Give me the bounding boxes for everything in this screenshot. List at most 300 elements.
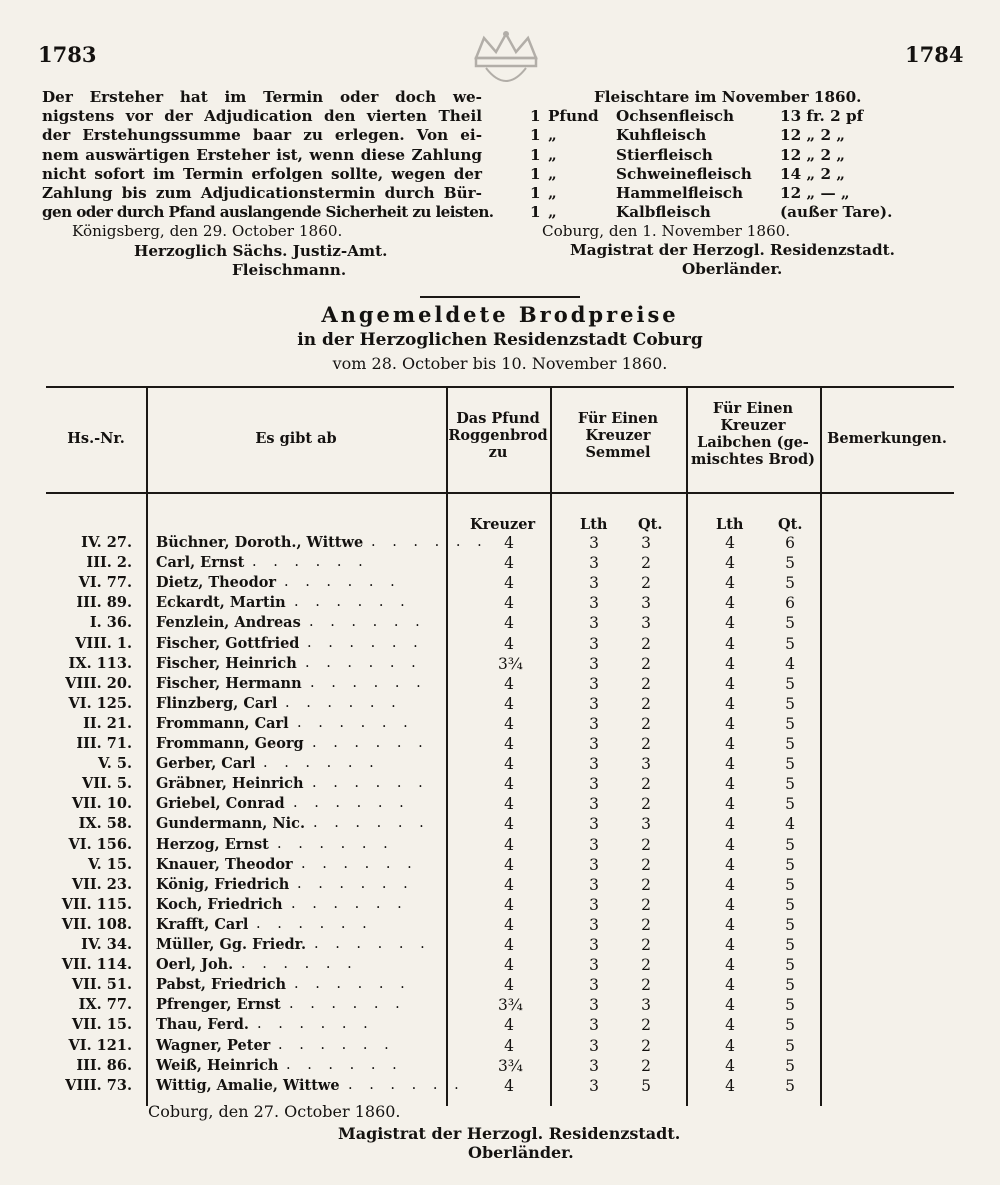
row-rye-price: 4 [504,855,514,874]
row-leader-dots: . . . . . . [309,614,426,631]
row-roll-lth: 3 [589,996,599,1015]
unit-loaf-qt: Qt. [778,516,803,533]
row-loaf-lth: 4 [725,534,735,552]
row-roll-qt: 2 [641,976,651,995]
row-roll-qt: 2 [641,795,651,814]
row-loaf-qt: 5 [785,855,795,874]
row-roll-qt: 2 [641,956,651,975]
row-roll-qt: 2 [641,775,651,794]
row-loaf-qt: 5 [785,574,795,593]
row-rye-price: 4 [504,775,514,794]
row-rye-price: 4 [504,714,514,733]
row-roll-qt: 2 [641,574,651,593]
row-hs-nr: VII. 23. [71,875,132,893]
unit-loaf-lth: Lth [716,516,744,533]
row-hs-nr: I. 36. [89,614,132,632]
row-loaf-lth: 4 [725,594,735,613]
row-rye-price: 3¾ [498,654,523,673]
row-loaf-lth: 4 [725,1076,735,1095]
row-roll-qt: 2 [641,554,651,573]
meat-unit: „ [548,203,557,222]
row-loaf-qt: 5 [785,1076,795,1095]
meat-item: Hammelfleisch [616,184,744,202]
row-hs-nr: VII. 10. [71,795,132,813]
row-loaf-lth: 4 [725,815,735,834]
row-rye-price: 4 [504,956,514,975]
row-roll-qt: 2 [641,1056,651,1075]
row-rye-price: 4 [504,534,514,552]
notice-line: nem auswärtigen Ersteher ist, wenn diese Zahlung [42,145,482,164]
meat-qty: 1 [530,145,541,164]
bread-title: Angemeldete Brodpreise [321,302,679,327]
row-loaf-qt: 5 [785,895,795,914]
row-loaf-qt: 5 [785,755,795,774]
meat-item: Schweinefleisch [616,164,752,183]
header-roll: Für Einen Kreuzer Semmel [577,410,659,461]
row-leader-dots: . . . . . . [301,855,418,872]
row-baker-name: Frommann, Georg [156,735,304,752]
row-baker-name: Carl, Ernst [156,554,245,572]
meat-item: Ochsenfleisch [616,107,735,126]
meat-price: (außer Tare). [780,203,893,222]
row-rye-price: 4 [504,915,514,934]
row-roll-lth: 3 [589,634,599,653]
row-loaf-lth: 4 [725,855,735,874]
meat-tariff-authority: Magistrat der Herzogl. Residenzstadt. [570,241,895,259]
row-loaf-lth: 4 [725,614,735,633]
row-rye-price: 4 [504,795,514,814]
row-hs-nr: IV. 27. [81,534,132,551]
row-rye-price: 4 [504,815,514,834]
row-hs-nr: IV. 34. [81,936,132,953]
meat-item: Kalbfleisch [616,203,711,222]
row-leader-dots: . . . . . . [256,915,373,932]
row-roll-lth: 3 [589,694,599,713]
table-header-rule [46,492,954,494]
row-roll-lth: 3 [589,674,599,693]
row-roll-lth: 3 [589,815,599,834]
notice-line: nicht sofort im Termin erfolgen sollte, wegen der [42,164,482,183]
row-rye-price: 4 [504,936,514,954]
row-hs-nr: III. 89. [76,594,132,612]
row-loaf-qt: 5 [785,735,795,753]
table-row [46,775,954,795]
row-baker-name: Thau, Ferd. [156,1016,249,1034]
row-roll-qt: 2 [641,936,651,954]
row-leader-dots: . . . . . . [277,835,394,852]
row-baker-name: Fischer, Heinrich [156,654,297,672]
row-roll-qt: 3 [641,614,651,633]
row-roll-lth: 3 [589,855,599,874]
row-roll-lth: 3 [589,1016,599,1035]
row-loaf-qt: 5 [785,634,795,653]
table-row [46,876,954,896]
row-loaf-lth: 4 [725,574,735,593]
row-leader-dots: . . . . . . [305,654,422,671]
row-loaf-lth: 4 [725,714,735,733]
row-baker-name: Gräbner, Heinrich [156,775,304,793]
row-leader-dots: . . . . . . [294,976,411,993]
unit-roll-qt: Qt. [638,516,663,533]
row-roll-qt: 2 [641,654,651,673]
notice-line: gen oder durch Pfand auslangende Sicherheit zu leisten. [42,203,494,222]
row-loaf-lth: 4 [725,1056,735,1075]
row-roll-qt: 5 [641,1076,651,1095]
row-rye-price: 3¾ [498,996,523,1015]
row-leader-dots: . . . . . . [286,1056,403,1073]
row-roll-lth: 3 [589,534,599,552]
row-hs-nr: IX. 113. [68,654,132,672]
meat-qty: 1 [530,164,541,183]
row-leader-dots: . . . . . . [310,674,427,691]
notice-place-date: Königsberg, den 29. October 1860. [72,222,343,241]
row-loaf-qt: 5 [785,1016,795,1035]
table-top-rule [46,386,954,388]
table-row [46,755,954,775]
row-hs-nr: IX. 77. [78,996,132,1014]
row-loaf-lth: 4 [725,895,735,914]
row-rye-price: 4 [504,755,514,774]
row-loaf-lth: 4 [725,1036,735,1055]
notice-signature: Fleischmann. [232,260,347,279]
row-hs-nr: II. 21. [83,714,132,732]
row-loaf-lth: 4 [725,915,735,934]
row-leader-dots: . . . . . . [285,694,402,711]
meat-tariff-signature: Oberländer. [682,260,783,278]
row-baker-name: Dietz, Theodor [156,574,277,592]
meat-qty: 1 [530,126,541,145]
row-leader-dots: . . . . . . [289,996,406,1013]
meat-unit: „ [548,164,557,183]
row-hs-nr: VII. 115. [61,895,132,913]
row-loaf-qt: 5 [785,614,795,633]
row-roll-qt: 2 [641,714,651,733]
meat-tariff-row [522,203,962,222]
row-baker-name: Wagner, Peter [156,1036,271,1054]
row-rye-price: 3¾ [498,1056,523,1075]
row-baker-name: Pfrenger, Ernst [156,996,281,1014]
row-rye-price: 4 [504,1076,514,1095]
row-loaf-qt: 5 [785,976,795,995]
row-loaf-qt: 5 [785,775,795,794]
row-roll-lth: 3 [589,775,599,794]
row-loaf-qt: 5 [785,1036,795,1055]
row-rye-price: 4 [504,875,514,894]
row-rye-price: 4 [504,554,514,573]
notice-authority: Herzoglich Sächs. Justiz-Amt. [134,241,388,260]
row-roll-qt: 2 [641,915,651,934]
row-roll-qt: 2 [641,1036,651,1055]
row-hs-nr: VI. 77. [78,574,132,592]
row-leader-dots: . . . . . . [252,554,369,571]
bread-signature: Oberländer. [468,1143,574,1162]
row-roll-qt: 3 [641,534,651,552]
table-row [46,896,954,916]
row-leader-dots: . . . . . . [297,875,414,892]
row-baker-name: Fenzlein, Andreas [156,614,301,632]
row-roll-lth: 3 [589,714,599,733]
table-row [46,976,954,996]
row-rye-price: 4 [504,634,514,653]
row-roll-lth: 3 [589,1036,599,1055]
table-row [46,916,954,936]
row-roll-qt: 3 [641,594,651,613]
row-leader-dots: . . . . . . [348,1076,465,1093]
row-baker-name: Müller, Gg. Friedr. [156,936,307,953]
row-loaf-qt: 6 [785,594,795,613]
meat-tariff-row [522,184,962,203]
header-hs-nr: Hs.-Nr. [67,430,125,447]
row-roll-lth: 3 [589,755,599,774]
row-hs-nr: IX. 58. [78,815,132,833]
meat-unit: „ [548,126,557,145]
table-row [46,856,954,876]
row-leader-dots: . . . . . . [307,634,424,651]
crown-crest-icon [456,28,556,94]
row-loaf-lth: 4 [725,996,735,1015]
row-leader-dots: . . . . . . [263,755,380,772]
row-roll-qt: 2 [641,875,651,894]
row-loaf-qt: 5 [785,674,795,693]
row-roll-qt: 2 [641,835,651,854]
row-hs-nr: V. 5. [98,755,132,773]
row-leader-dots: . . . . . . [293,795,410,812]
row-loaf-qt: 6 [785,534,795,552]
row-loaf-qt: 4 [785,815,795,834]
table-row [46,836,954,856]
row-loaf-qt: 5 [785,936,795,954]
row-baker-name: Gundermann, Nic. [156,815,306,833]
row-loaf-qt: 5 [785,795,795,814]
row-rye-price: 4 [504,574,514,593]
meat-unit: „ [548,145,557,164]
row-roll-lth: 3 [589,614,599,633]
row-loaf-qt: 4 [785,654,795,673]
meat-price: 14 „ 2 „ [780,164,846,183]
row-roll-qt: 2 [641,634,651,653]
row-loaf-qt: 5 [785,915,795,934]
row-baker-name: Eckardt, Martin [156,594,286,612]
row-loaf-lth: 4 [725,694,735,713]
row-baker-name: Gerber, Carl [156,755,256,773]
header-name: Es gibt ab [255,430,337,447]
row-leader-dots: . . . . . . [278,1036,395,1053]
row-roll-lth: 3 [589,956,599,975]
separator-rule [420,296,580,298]
table-row [46,815,954,835]
row-rye-price: 4 [504,594,514,613]
row-baker-name: König, Friedrich [156,875,290,893]
row-hs-nr: VI. 121. [68,1036,132,1054]
row-roll-lth: 3 [589,574,599,593]
notice-line: nigstens vor der Adjudication den vierten Theil [42,107,482,126]
table-row [46,956,954,976]
row-leader-dots: . . . . . . [312,735,429,751]
row-leader-dots: . . . . . . [371,534,488,550]
bread-price-table [46,386,954,1106]
row-hs-nr: VII. 5. [81,775,132,793]
row-hs-nr: III. 2. [86,554,132,572]
row-leader-dots: . . . . . . [284,574,401,591]
row-loaf-qt: 5 [785,714,795,733]
meat-price: 12 „ 2 „ [780,126,846,145]
meat-qty: 1 [530,203,541,222]
table-row [46,655,954,675]
meat-tariff-place-date: Coburg, den 1. November 1860. [542,222,791,240]
row-rye-price: 4 [504,694,514,713]
row-loaf-qt: 5 [785,956,795,975]
table-row [46,675,954,695]
row-roll-lth: 3 [589,835,599,854]
table-row [46,1037,954,1057]
bread-place-date: Coburg, den 27. October 1860. [148,1102,401,1121]
table-row [46,715,954,735]
row-loaf-lth: 4 [725,755,735,774]
row-hs-nr: VIII. 20. [65,674,132,692]
row-roll-qt: 3 [641,755,651,774]
row-roll-qt: 2 [641,694,651,713]
row-loaf-lth: 4 [725,775,735,794]
row-baker-name: Fischer, Gottfried [156,634,300,652]
row-leader-dots: . . . . . . [313,815,430,832]
meat-qty: 1 [530,107,541,126]
meat-tariff-row [522,165,962,184]
row-rye-price: 4 [504,976,514,995]
meat-tariff-title: Fleischtare im November 1860. [594,88,862,106]
row-leader-dots: . . . . . . [291,895,408,912]
table-row [46,795,954,815]
row-roll-lth: 3 [589,735,599,753]
row-baker-name: Fischer, Hermann [156,674,302,692]
row-hs-nr: VI. 125. [68,694,132,712]
row-leader-dots: . . . . . . [297,714,414,731]
table-row [46,1016,954,1036]
row-hs-nr: VII. 108. [61,915,132,933]
row-roll-qt: 2 [641,674,651,693]
table-row [46,594,954,614]
row-loaf-lth: 4 [725,674,735,693]
row-roll-qt: 2 [641,735,651,753]
page-number-left: 1783 [38,42,97,67]
row-leader-dots: . . . . . . [257,1016,374,1033]
unit-rye: Kreuzer [470,516,536,533]
table-row [46,1077,954,1097]
row-baker-name: Büchner, Doroth., Wittwe [156,534,364,551]
row-roll-lth: 3 [589,1076,599,1095]
row-baker-name: Knauer, Theodor [156,855,293,873]
row-rye-price: 4 [504,895,514,914]
row-loaf-lth: 4 [725,654,735,673]
row-loaf-qt: 5 [785,1056,795,1075]
row-leader-dots: . . . . . . [241,956,358,973]
meat-qty: 1 [530,184,541,202]
row-roll-qt: 3 [641,996,651,1015]
row-loaf-lth: 4 [725,956,735,975]
header-rye-bread: Das Pfund Roggenbrod zu [448,410,548,461]
table-row [46,936,954,956]
row-roll-qt: 2 [641,855,651,874]
row-leader-dots: . . . . . . [294,594,411,611]
bread-subtitle: in der Herzoglichen Residenzstadt Coburg [297,330,703,350]
meat-price: 13 fr. 2 pf [780,107,864,126]
row-roll-lth: 3 [589,895,599,914]
table-row [46,534,954,554]
meat-tariff-row [522,126,962,145]
row-loaf-qt: 5 [785,694,795,713]
bread-authority: Magistrat der Herzogl. Residenzstadt. [338,1124,681,1143]
row-loaf-lth: 4 [725,835,735,854]
row-roll-lth: 3 [589,875,599,894]
row-roll-lth: 3 [589,936,599,954]
row-loaf-lth: 4 [725,936,735,954]
row-baker-name: Koch, Friedrich [156,895,283,913]
row-rye-price: 4 [504,835,514,854]
row-hs-nr: III. 86. [76,1056,132,1074]
bread-period: vom 28. October bis 10. November 1860. [332,354,668,373]
meat-unit: Pfund [548,107,599,126]
meat-item: Stierfleisch [616,145,713,164]
row-baker-name: Wittig, Amalie, Wittwe [156,1076,340,1094]
row-hs-nr: VII. 114. [61,956,132,974]
header-loaf: Für Einen Kreuzer Laibchen (ge- mischtes Brod) [690,400,816,468]
row-roll-lth: 3 [589,554,599,573]
row-loaf-qt: 5 [785,875,795,894]
notice-line: Der Ersteher hat im Termin oder doch we- [42,88,482,106]
row-loaf-lth: 4 [725,1016,735,1035]
row-roll-lth: 3 [589,654,599,673]
row-baker-name: Herzog, Ernst [156,835,269,853]
row-loaf-qt: 5 [785,835,795,854]
table-row [46,996,954,1016]
row-loaf-lth: 4 [725,735,735,753]
row-roll-qt: 3 [641,815,651,834]
page-number-right: 1784 [905,42,964,67]
row-loaf-lth: 4 [725,875,735,894]
meat-tariff-row [522,146,962,165]
row-hs-nr: III. 71. [76,735,132,752]
meat-price: 12 „ — „ [780,184,850,202]
row-baker-name: Frommann, Carl [156,714,289,732]
table-row [46,735,954,755]
row-loaf-lth: 4 [725,795,735,814]
meat-unit: „ [548,184,557,202]
table-row [46,554,954,574]
row-rye-price: 4 [504,735,514,753]
row-loaf-qt: 5 [785,554,795,573]
row-loaf-qt: 5 [785,996,795,1015]
row-hs-nr: VII. 51. [71,976,132,994]
notice-line: Zahlung bis zum Adjudicationstermin durch Bür- [42,183,482,202]
row-roll-lth: 3 [589,915,599,934]
row-rye-price: 4 [504,674,514,693]
notice-line: der Erstehungssumme baar zu erlegen. Von ei- [42,126,482,145]
meat-item: Kuhfleisch [616,126,707,145]
row-leader-dots: . . . . . . [312,775,429,792]
row-loaf-lth: 4 [725,554,735,573]
table-row [46,614,954,634]
meat-tariff-row [522,107,962,126]
row-baker-name: Krafft, Carl [156,915,249,933]
row-roll-qt: 2 [641,1016,651,1035]
row-rye-price: 4 [504,614,514,633]
row-roll-qt: 2 [641,895,651,914]
row-rye-price: 4 [504,1016,514,1035]
row-hs-nr: VIII. 1. [75,634,132,652]
row-roll-lth: 3 [589,594,599,613]
row-loaf-lth: 4 [725,634,735,653]
row-hs-nr: VIII. 73. [65,1076,132,1094]
header-remarks: Bemerkungen. [827,430,947,447]
